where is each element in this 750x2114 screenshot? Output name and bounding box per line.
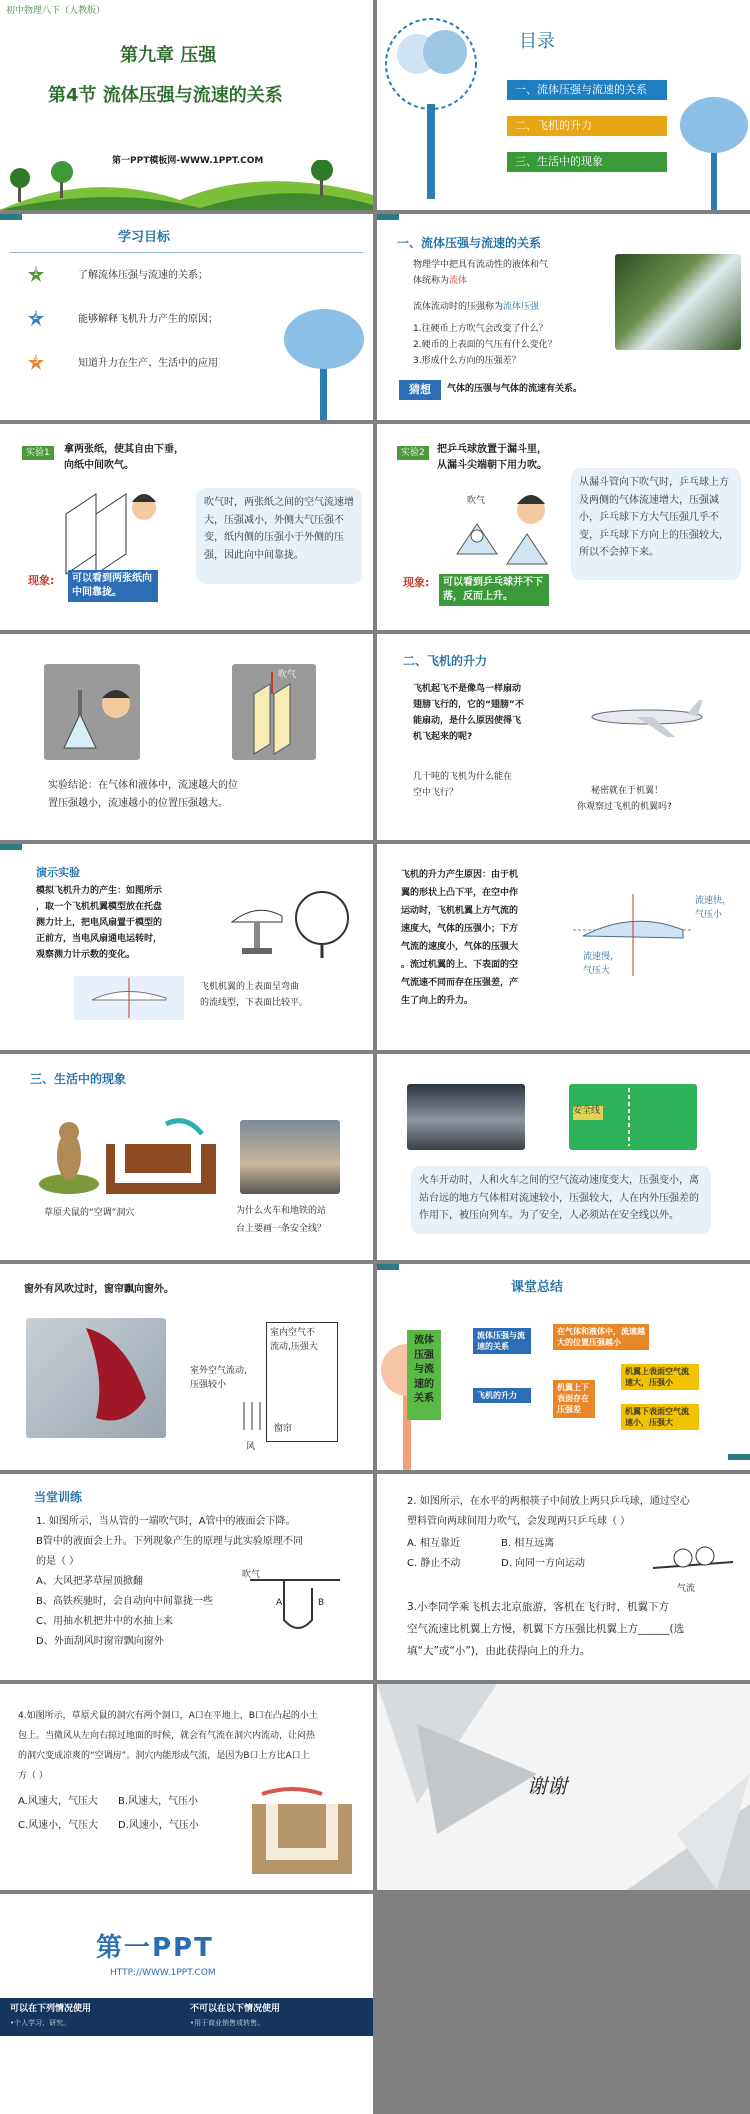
summary-root: 流体 压强 与流 速的 关系 bbox=[407, 1330, 441, 1420]
cause-line-8: 生了向上的升力。 bbox=[401, 996, 474, 1006]
summary-node-lift-cause: 机翼上下表面存在压强差 bbox=[553, 1380, 595, 1418]
hills-illustration bbox=[0, 160, 373, 210]
train-station-photo bbox=[240, 1120, 340, 1194]
section-heading: 二、飞机的升力 bbox=[403, 654, 488, 668]
curtain-title: 窗外有风吹过时，窗帘飘向窗外。 bbox=[24, 1284, 174, 1295]
summary-node-lower: 机翼下表面空气流速小，压强大 bbox=[621, 1404, 699, 1430]
tube-label-b: B bbox=[318, 1598, 325, 1608]
brand-url: HTTP://WWW.1PPT.COM bbox=[110, 1968, 216, 1978]
demo-line-3: 测力计上，把电风扇置于模型的 bbox=[36, 918, 163, 928]
cause-line-5: 气流的速度小，气体的压强大 bbox=[401, 942, 519, 952]
slow-flow-label-1: 流速慢， bbox=[583, 952, 620, 962]
cause-line-1: 飞机的升力产生原因：由于机 bbox=[401, 870, 519, 880]
guess-text: 气体的压强与气体的流速有关系。 bbox=[447, 384, 583, 394]
slide-fluid-pressure bbox=[377, 214, 750, 420]
secret-line-1: 秘密就在于机翼！ bbox=[591, 786, 664, 796]
corner-bar bbox=[377, 1264, 399, 1270]
practice-question-2a: 2. 如图所示，在水平的两根筷子中间放上两只乒乓球，通过空心 bbox=[407, 1496, 690, 1507]
demo-line-4: 正前方，当电风扇通电运转时， bbox=[36, 934, 163, 944]
blow-label: 吹气 bbox=[467, 496, 486, 506]
goals-title: 学习目标 bbox=[118, 230, 171, 245]
platform-question-2: 台上要画一条安全线？ bbox=[236, 1224, 327, 1234]
fluid-term: 流体 bbox=[449, 276, 468, 286]
question-3: 3.形成什么方向的压强差？ bbox=[413, 356, 521, 366]
wind-label: 风 bbox=[246, 1442, 256, 1452]
practice-question-1a: 1. 如图所示，当从管的一端吹气时，A管中的液面会下降。 bbox=[36, 1516, 296, 1527]
definition-line-2: 体统称为流体 bbox=[413, 276, 468, 286]
lift-question-2: 翅膀飞行的，它的“翅膀”不 bbox=[413, 700, 524, 710]
practice-option-c[interactable]: C、用抽水机把井中的水抽上来 bbox=[36, 1616, 173, 1627]
plane-question-1: 几十吨的飞机为什么能在 bbox=[413, 772, 513, 782]
goal-number: 3 bbox=[33, 356, 39, 366]
slide-practice-2 bbox=[377, 1474, 750, 1680]
slide-lift-cause bbox=[377, 844, 750, 1050]
toc-title: 目录 bbox=[519, 31, 555, 52]
guess-badge: 猜想 bbox=[399, 380, 441, 400]
practice-question-1c: 的是（ ） bbox=[36, 1556, 80, 1567]
wing-caption-1: 飞机机翼的上表面呈弯曲 bbox=[200, 982, 300, 992]
goal-item-2: 能够解释飞机升力产生的原因； bbox=[78, 314, 218, 325]
burrow-caption: 草原犬鼠的“空调”洞穴 bbox=[44, 1208, 135, 1218]
paper-blowing-illustration bbox=[232, 664, 316, 760]
ping-pong-diagram bbox=[653, 1532, 733, 1582]
tree-illustration bbox=[280, 294, 370, 420]
corner-bar bbox=[0, 214, 22, 220]
safety-explanation: 火车开动时，人和火车之间的空气流动速度变大，压强变小，离站台远的地方气体相对流速较小，压强较大，人在内外压强差的作用下，被压向列车。为了安全，人必须站在安全线以外。 bbox=[411, 1166, 711, 1234]
burrow-diagram bbox=[106, 1114, 216, 1194]
fast-flow-label-2: 气压小 bbox=[695, 910, 723, 920]
experiment-explanation: 吹气时，两张纸之间的空气流速增大，压强减小，外侧大气压强不变，纸内侧的压强小于外侧的压强，因此向中间靠拢。 bbox=[196, 488, 362, 584]
wind-arrows bbox=[238, 1400, 268, 1440]
practice-question-3c: 填“大”或“小”)，由此获得向上的升力。 bbox=[407, 1645, 591, 1657]
summary-node-relation-detail: 在气体和液体中，流速越大的位置压强越小 bbox=[553, 1324, 649, 1350]
waterfall-photo bbox=[615, 254, 741, 350]
goal-item-3: 知道升力在生产、生活中的应用 bbox=[78, 358, 218, 369]
experiment-explanation: 从漏斗管向下吹气时，乒乓球上方及两侧的气体流速增大，压强减小，乒乓球下方大气压强几乎不变，乒乓球下方向上的压强较大，所以不会掉下来。 bbox=[571, 468, 741, 580]
question-2: 2.硬币的上表面的气压有什么变化？ bbox=[413, 340, 557, 350]
train-platform-photo bbox=[407, 1084, 525, 1150]
conclusion-line-2: 置压强越小，流速越小的位置压强越大。 bbox=[48, 798, 228, 809]
platform-question-1: 为什么火车和地铁的站 bbox=[236, 1206, 327, 1216]
slide-curtain bbox=[0, 1264, 373, 1470]
section-heading: 一、流体压强与流速的关系 bbox=[397, 236, 542, 250]
experiment-lead-1: 拿两张纸，使其自由下垂， bbox=[64, 444, 184, 455]
blow-label: 吹气 bbox=[278, 670, 297, 680]
slide-goals bbox=[0, 214, 373, 420]
practice-option-a[interactable]: A.风速大，气压大 bbox=[18, 1796, 98, 1807]
summary-node-upper: 机翼上表面空气流速大，压强小 bbox=[621, 1364, 699, 1390]
practice-option-d[interactable]: D. 向同一方向运动 bbox=[501, 1558, 586, 1569]
practice-option-a[interactable]: A、大风把茅草屋顶掀翻 bbox=[36, 1576, 143, 1587]
thanks-text: 谢谢 bbox=[527, 1774, 567, 1798]
section-heading: 三、生活中的现象 bbox=[30, 1072, 127, 1086]
fluid-pressure-term: 流体压强 bbox=[503, 302, 540, 312]
slide-toc bbox=[377, 0, 750, 210]
experiment-badge: 实验1 bbox=[22, 446, 54, 460]
practice-question-4a: 4.如图所示，草原犬鼠的洞穴有两个洞口，A口在平地上，B口在凸起的小土 bbox=[18, 1711, 318, 1721]
lift-question-4: 机飞起来的呢? bbox=[413, 732, 473, 742]
fan-wing-apparatus bbox=[222, 882, 362, 962]
practice-option-a[interactable]: A. 相互靠近 bbox=[407, 1538, 461, 1549]
goal-number: 2 bbox=[33, 312, 39, 322]
curtain-label: 窗帘 bbox=[274, 1424, 293, 1434]
cause-line-6: 。流过机翼的上、下表面的空 bbox=[401, 960, 519, 970]
tube-label-a: A bbox=[276, 1598, 283, 1608]
outdoor-label-2: 压强较小 bbox=[190, 1380, 227, 1390]
demo-line-5: 观察测力计示数的变化。 bbox=[36, 950, 136, 960]
practice-question-3b: 空气流速比机翼上方慢，机翼下方压强比机翼上方______(选 bbox=[407, 1623, 685, 1635]
airplane-image bbox=[587, 692, 707, 742]
practice-question-2b: 塑料管向两球间用力吹气，会发现两只乒乓球（ ） bbox=[407, 1516, 631, 1527]
blow-paper-illustration bbox=[56, 484, 166, 584]
slide-conclusion bbox=[0, 634, 373, 840]
slide-safety-line bbox=[377, 1054, 750, 1260]
phenomenon-label: 现象: bbox=[403, 576, 430, 589]
phenomenon-result: 可以看到乒乓球并不下落，反而上升。 bbox=[439, 574, 549, 606]
corner-bar bbox=[377, 214, 399, 220]
usage-allowed-text: •个人学习、研究。 bbox=[10, 2019, 71, 2027]
summary-title: 课堂总结 bbox=[511, 1280, 564, 1295]
toc-item-2[interactable]: 二、飞机的升力 bbox=[507, 116, 667, 136]
practice-question-4d: 方（ ） bbox=[18, 1771, 48, 1781]
practice-option-b[interactable]: B.风速大，气压小 bbox=[118, 1796, 199, 1807]
conclusion-line-1: 实验结论：在气体和液体中，流速越大的位 bbox=[48, 780, 238, 791]
airflow-label: 气流 bbox=[677, 1584, 696, 1594]
wing-caption-2: 的流线型，下表面比较平。 bbox=[200, 998, 309, 1008]
slide-footer bbox=[0, 1894, 373, 2114]
slide-summary bbox=[377, 1264, 750, 1470]
slide-lift bbox=[377, 634, 750, 840]
corner-bar bbox=[0, 844, 22, 850]
slide-title bbox=[0, 0, 373, 210]
demo-line-1: 模拟飞机升力的产生：如图所示 bbox=[36, 886, 163, 896]
practice-question-3a: 3.小李同学乘飞机去北京旅游，客机在飞行时，机翼下方 bbox=[407, 1601, 670, 1613]
slide-demo bbox=[0, 844, 373, 1050]
phenomenon-label: 现象: bbox=[28, 574, 55, 587]
practice-question-4b: 包上。当微风从左向右掠过地面的时候，就会有气流在洞穴内流动，让闷热 bbox=[18, 1731, 316, 1741]
slide-experiment-2 bbox=[377, 424, 750, 630]
footer-links-panel bbox=[0, 2036, 373, 2114]
brand-logo: 第一PPT bbox=[96, 1933, 214, 1963]
experiment-badge: 实验2 bbox=[397, 446, 429, 460]
usage-forbidden-text: •用于商业销售或转售。 bbox=[190, 2019, 265, 2027]
question-1: 1.往硬币上方吹气会改变了什么？ bbox=[413, 324, 548, 334]
slide-thanks bbox=[377, 1684, 750, 1890]
corner-bar-bottom bbox=[728, 1454, 750, 1460]
wing-airflow-diagram bbox=[74, 976, 184, 1020]
summary-node-relation: 流体压强与流速的关系 bbox=[473, 1328, 531, 1354]
safety-line-label: 安全线 bbox=[573, 1106, 601, 1116]
series-label: 初中物理八下（人教版） bbox=[6, 6, 106, 16]
demo-title: 演示实验 bbox=[36, 866, 80, 879]
toc-item-3[interactable]: 三、生活中的现象 bbox=[507, 152, 667, 172]
slide-experiment-1 bbox=[0, 424, 373, 630]
secret-line-2: 你观察过飞机的机翼吗? bbox=[577, 802, 672, 812]
toc-item-1[interactable]: 一、流体压强与流速的关系 bbox=[507, 80, 667, 100]
experiment-lead-1: 把乒乓球放置于漏斗里， bbox=[437, 444, 547, 455]
lift-question-3: 能扇动，是什么原因使得飞 bbox=[413, 716, 522, 726]
plane-question-2: 空中飞行？ bbox=[413, 788, 459, 798]
usage-forbidden-heading: 不可以在以下情况使用 bbox=[190, 2004, 281, 2014]
curtain-shape bbox=[26, 1318, 166, 1438]
cause-line-2: 翼的形状上凸下平，在空中作 bbox=[401, 888, 519, 898]
slide-practice-3 bbox=[0, 1684, 373, 1890]
chapter-title: 第九章 压强 bbox=[120, 45, 217, 66]
summary-node-lift: 飞机的升力 bbox=[473, 1388, 531, 1403]
indoor-label-1: 室内空气不 bbox=[270, 1328, 316, 1338]
goal-number: 1 bbox=[33, 268, 39, 278]
usage-allowed-heading: 可以在下列情况使用 bbox=[10, 2004, 92, 2014]
prairie-dog-image bbox=[36, 1114, 102, 1194]
tree-illustration-right bbox=[677, 80, 750, 210]
phenomenon-result: 可以看到两张纸向中间靠拢。 bbox=[68, 570, 158, 602]
outdoor-label-1: 室外空气流动, bbox=[190, 1366, 247, 1376]
cause-line-4: 速度大，气体的压强小；下方 bbox=[401, 924, 519, 934]
section-title: 第4节 流体压强与流速的关系 bbox=[48, 85, 283, 106]
definition-line-1: 物理学中把具有流动性的液体和气 bbox=[413, 260, 549, 270]
practice-option-c[interactable]: C.风速小，气压大 bbox=[18, 1820, 99, 1831]
slide-practice-1 bbox=[0, 1474, 373, 1680]
goal-item-1: 了解流体压强与流速的关系； bbox=[78, 270, 208, 281]
practice-option-d[interactable]: D.风速小，气压小 bbox=[118, 1820, 199, 1831]
cause-line-7: 气流速不同而存在压强差，产 bbox=[401, 978, 519, 988]
practice-question-1b: B管中的液面会上升。下列现象产生的原理与此实验原理不同 bbox=[36, 1536, 303, 1547]
burrow-airflow-diagram bbox=[252, 1784, 352, 1874]
indoor-label-2: 流动,压强大 bbox=[270, 1342, 318, 1352]
experiment-lead-2: 向纸中间吹气。 bbox=[64, 460, 134, 471]
practice-option-b[interactable]: B. 相互远离 bbox=[501, 1538, 555, 1549]
blow-label: 吹气 bbox=[242, 1570, 261, 1580]
goal-divider bbox=[10, 252, 363, 253]
cause-line-3: 运动时，飞机机翼上方气流的 bbox=[401, 906, 519, 916]
practice-option-b[interactable]: B、高铁疾驰时，会自动向中间靠拢一些 bbox=[36, 1596, 213, 1607]
slow-flow-label-2: 气压大 bbox=[583, 966, 611, 976]
funnel-ball-illustration bbox=[447, 484, 557, 580]
practice-title: 当堂训练 bbox=[34, 1490, 83, 1504]
lift-question-1: 飞机起飞不是像鸟一样扇动 bbox=[413, 684, 522, 694]
tree-illustration bbox=[377, 4, 487, 204]
site-label: 第一PPT模板网-WWW.1PPT.COM bbox=[112, 156, 264, 166]
funnel-blowing-illustration bbox=[44, 664, 140, 760]
practice-option-c[interactable]: C. 静止不动 bbox=[407, 1558, 461, 1569]
slide-daily-life bbox=[0, 1054, 373, 1260]
practice-question-4c: 的洞穴变成凉爽的“空调房”。洞穴内能形成气流，是因为B口上方比A口上 bbox=[18, 1751, 310, 1761]
experiment-lead-2: 从漏斗尖端朝下用力吹。 bbox=[437, 460, 547, 471]
practice-option-d[interactable]: D、外面刮风时窗帘飘向窗外 bbox=[36, 1636, 164, 1647]
fast-flow-label-1: 流速快， bbox=[695, 896, 732, 906]
demo-line-2: ，取一个飞机机翼模型放在托盘 bbox=[36, 902, 163, 912]
definition-line-3: 流体流动时的压强称为流体压强 bbox=[413, 302, 540, 312]
